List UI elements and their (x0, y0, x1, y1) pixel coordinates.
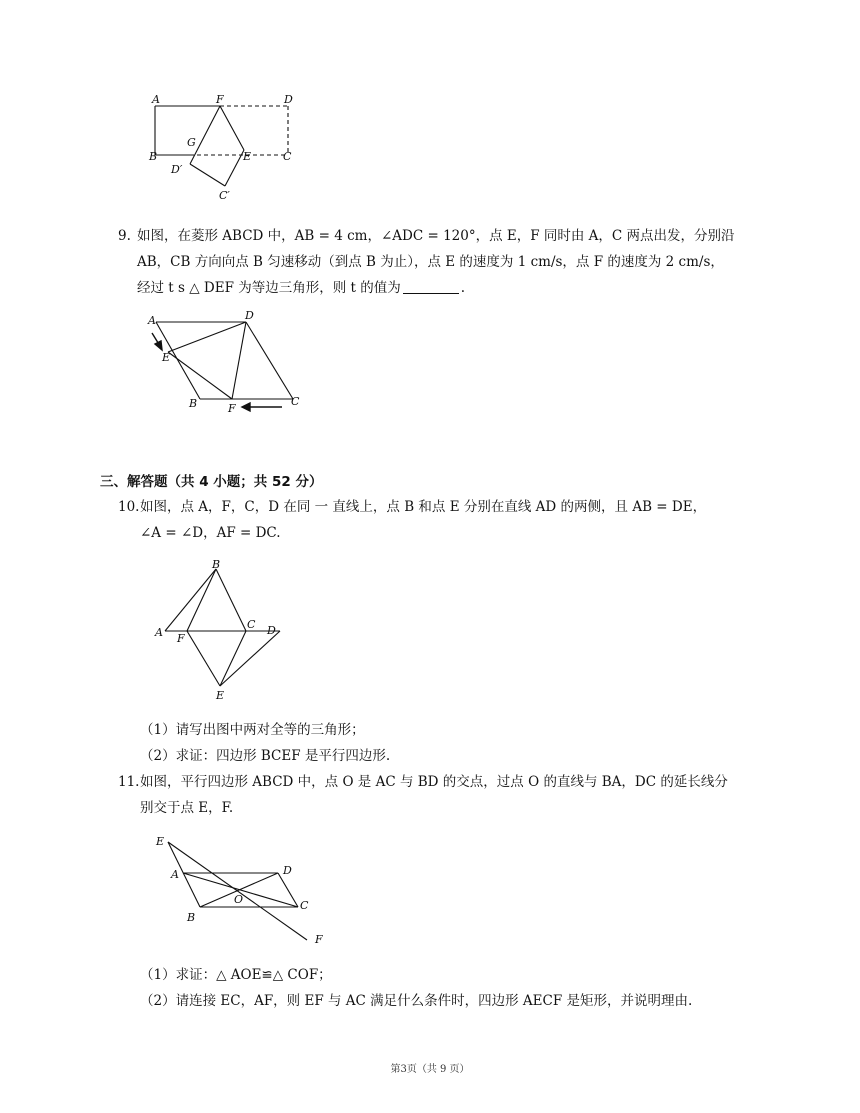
label-C: C (247, 618, 256, 631)
label-A: A (152, 93, 160, 106)
label-D: D (284, 93, 293, 106)
q10-sub2: （2）求证：四边形 BCEF 是平行四边形. (140, 748, 391, 764)
q9-line3 (137, 278, 465, 298)
label-E: E (243, 150, 252, 163)
label-F: F (177, 632, 185, 645)
q9-line2: AB，CB 方向向点 B 匀速移动（到点 B 为止），点 E 的速度为 1 cm/s，点 F 的速度为 2 cm/s， (137, 254, 724, 270)
label-B: B (187, 911, 196, 924)
q11-line2: 别交于点 E，F. (140, 800, 234, 816)
q11-sub2: （2）请连接 EC，AF，则 EF 与 AC 满足什么条件时，四边形 AECF 是矩形，并说明理由. (140, 993, 693, 1009)
label-F: F (216, 93, 224, 106)
figure-parallelogram-abcd (150, 830, 335, 950)
label-G: G (187, 136, 196, 149)
figure-parallelogram-bcef (150, 556, 290, 706)
label-A: A (171, 868, 179, 881)
label-F: F (228, 402, 236, 415)
figure-rhombus (140, 308, 310, 418)
page-footer: 第3页（共 9 页） (390, 1064, 470, 1075)
q10-sub1: （1）请写出图中两对全等的三角形； (140, 722, 365, 738)
label-E: E (216, 689, 225, 702)
q9-answer-blank[interactable] (403, 279, 459, 294)
q9-number: 9. (118, 228, 131, 244)
q10-line2: ∠A = ∠D，AF = DC. (140, 525, 281, 541)
label-D: D (267, 624, 276, 637)
label-A: A (148, 314, 156, 327)
label-F: F (315, 933, 323, 946)
label-D-prime: D′ (171, 163, 183, 176)
label-D: D (283, 864, 292, 877)
label-C-prime: C′ (219, 189, 230, 202)
figure-fold-rectangle (140, 88, 310, 203)
label-C: C (283, 150, 292, 163)
label-E: E (156, 835, 165, 848)
q9-line3-end: . (460, 280, 466, 296)
label-B: B (212, 558, 221, 571)
label-C: C (291, 395, 300, 408)
q10-number: 10. (118, 499, 140, 515)
label-B: B (189, 397, 198, 410)
q11-number: 11. (118, 774, 140, 790)
label-E: E (162, 351, 171, 364)
label-A: A (155, 626, 163, 639)
label-C: C (300, 899, 309, 912)
label-D: D (245, 309, 254, 322)
section3-title: 三、解答题（共 4 小题；共 52 分） (100, 474, 323, 490)
q11-sub1: （1）求证：△ AOE≌△ COF； (140, 967, 332, 983)
label-B: B (149, 150, 158, 163)
q11-line1: 如图，平行四边形 ABCD 中，点 O 是 AC 与 BD 的交点，过点 O 的直线与 BA，DC 的延长线分 (140, 774, 728, 790)
q9-line1: 如图，在菱形 ABCD 中，AB = 4 cm，∠ADC = 120°，点 E，F 同时由 A，C 两点出发，分别沿 (137, 228, 735, 244)
label-O: O (234, 893, 244, 906)
q10-line1: 如图，点 A，F，C，D 在同 一 直线上，点 B 和点 E 分别在直线 AD 的两侧，且 AB = DE， (140, 499, 707, 515)
q9-line3-text: 经过 t s △ DEF 为等边三角形，则 t 的值为 (137, 280, 401, 296)
